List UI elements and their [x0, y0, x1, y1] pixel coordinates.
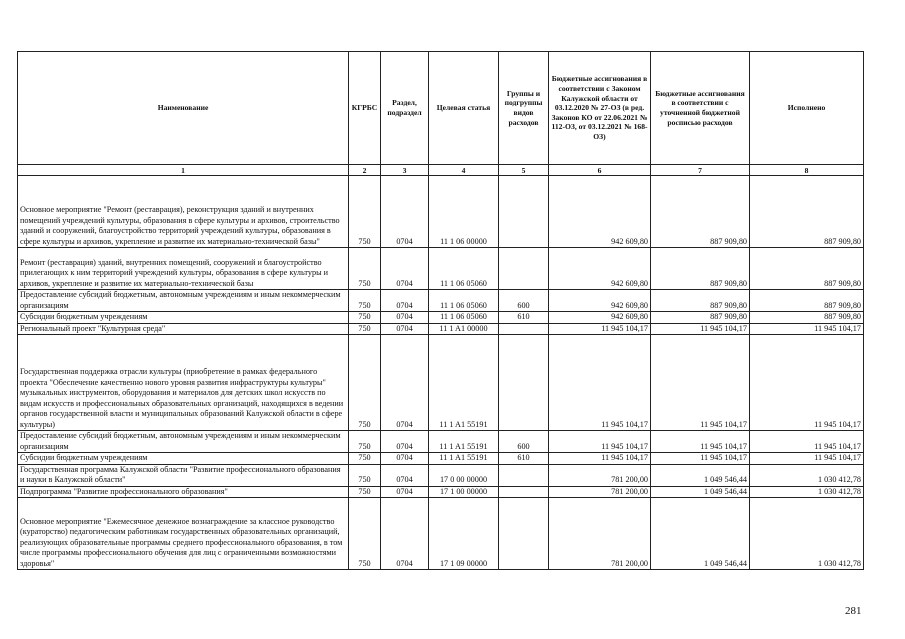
header-target: Целевая статья [429, 52, 499, 165]
column-number: 3 [381, 165, 429, 176]
row-section: 0704 [381, 176, 429, 248]
row-kgrbs: 750 [349, 498, 381, 570]
table-row [18, 290, 864, 312]
row-assign-list: 11 945 104,17 [651, 431, 750, 453]
row-group: 600 [499, 290, 549, 312]
row-section: 0704 [381, 464, 429, 486]
row-assign-law: 942 609,80 [549, 312, 651, 324]
row-assign-law: 11 945 104,17 [549, 335, 651, 431]
row-name: Подпрограмма "Развитие профессионального образования" [18, 486, 349, 498]
row-assign-list: 887 909,80 [651, 290, 750, 312]
row-target: 11 1 A1 00000 [429, 323, 499, 335]
row-executed: 887 909,80 [750, 176, 864, 248]
header-executed: Исполнено [750, 52, 864, 165]
row-kgrbs: 750 [349, 464, 381, 486]
column-number: 7 [651, 165, 750, 176]
column-number: 6 [549, 165, 651, 176]
row-target: 11 1 06 05060 [429, 248, 499, 290]
row-section: 0704 [381, 290, 429, 312]
row-kgrbs: 750 [349, 453, 381, 465]
row-assign-law: 11 945 104,17 [549, 453, 651, 465]
row-target: 11 1 06 05060 [429, 312, 499, 324]
row-kgrbs: 750 [349, 290, 381, 312]
row-executed: 11 945 104,17 [750, 453, 864, 465]
row-executed: 11 945 104,17 [750, 431, 864, 453]
table-row [18, 464, 864, 486]
header-row [18, 52, 864, 165]
budget-table [17, 51, 864, 570]
row-assign-list: 1 049 546,44 [651, 464, 750, 486]
table-row [18, 312, 864, 324]
row-name: Субсидии бюджетным учреждениям [18, 453, 349, 465]
column-number: 4 [429, 165, 499, 176]
row-target: 17 0 00 00000 [429, 464, 499, 486]
row-assign-law: 11 945 104,17 [549, 431, 651, 453]
row-kgrbs: 750 [349, 431, 381, 453]
row-executed: 887 909,80 [750, 312, 864, 324]
column-number: 2 [349, 165, 381, 176]
row-group [499, 176, 549, 248]
row-target: 11 1 A1 55191 [429, 453, 499, 465]
column-number: 8 [750, 165, 864, 176]
header-groups: Группы и подгруппы видов расходов [499, 52, 549, 165]
row-assign-law: 11 945 104,17 [549, 323, 651, 335]
row-kgrbs: 750 [349, 312, 381, 324]
table-row [18, 248, 864, 290]
row-group: 610 [499, 312, 549, 324]
row-executed: 887 909,80 [750, 290, 864, 312]
row-group [499, 498, 549, 570]
row-group [499, 486, 549, 498]
row-name: Государственная программа Калужской области "Развитие профессионального образования и науки в Калужской области" [18, 464, 349, 486]
row-assign-law: 781 200,00 [549, 464, 651, 486]
row-section: 0704 [381, 453, 429, 465]
header-section: Раздел, подраздел [381, 52, 429, 165]
row-executed: 11 945 104,17 [750, 323, 864, 335]
row-section: 0704 [381, 323, 429, 335]
row-section: 0704 [381, 312, 429, 324]
header-name: Наименование [18, 52, 349, 165]
table-row [18, 486, 864, 498]
row-assign-law: 942 609,80 [549, 248, 651, 290]
row-assign-list: 11 945 104,17 [651, 453, 750, 465]
row-kgrbs: 750 [349, 248, 381, 290]
row-assign-list: 1 049 546,44 [651, 486, 750, 498]
row-name: Субсидии бюджетным учреждениям [18, 312, 349, 324]
row-executed: 1 030 412,78 [750, 486, 864, 498]
row-name: Предоставление субсидий бюджетным, автономным учреждениям и иным некоммерческим организациям [18, 431, 349, 453]
row-assign-list: 11 945 104,17 [651, 335, 750, 431]
row-group [499, 335, 549, 431]
table-row [18, 335, 864, 431]
row-section: 0704 [381, 498, 429, 570]
column-number-row [18, 165, 864, 176]
row-kgrbs: 750 [349, 486, 381, 498]
table-row [18, 176, 864, 248]
page-number: 281 [845, 605, 862, 617]
header-assign-list: Бюджетные ассигнования в соответствии с уточненной бюджетной росписью расходов [651, 52, 750, 165]
row-assign-law: 781 200,00 [549, 498, 651, 570]
row-kgrbs: 750 [349, 323, 381, 335]
row-executed: 887 909,80 [750, 248, 864, 290]
row-target: 17 1 09 00000 [429, 498, 499, 570]
row-name: Ремонт (реставрация) зданий, внутренних помещений, сооружений и благоустройство прилегающих к ним территорий учреждений культуры, образования в сфере культуры и архивов, укрепление и развитие их материально-технической базы [18, 248, 349, 290]
row-target: 11 1 A1 55191 [429, 431, 499, 453]
row-section: 0704 [381, 248, 429, 290]
row-executed: 1 030 412,78 [750, 498, 864, 570]
row-assign-law: 781 200,00 [549, 486, 651, 498]
header-assign-law: Бюджетные ассигнования в соответствии с Законом Калужской области от 03.12.2020 № 27-ОЗ (в ред. Законов КО от 22.06.2021 № 112-ОЗ, от 03.12.2021 № 168-ОЗ) [549, 52, 651, 165]
row-name: Основное мероприятие "Ежемесячное денежное вознаграждение за классное руководство (кураторство) педагогическим работникам государственных образовательных организаций, реализующих образовательные программы среднего профессионального образования, в том числе программы профессионального обучения для лиц с ограниченными возможностями здоровья" [18, 498, 349, 570]
row-target: 11 1 06 05060 [429, 290, 499, 312]
row-executed: 11 945 104,17 [750, 335, 864, 431]
header-kgrbs: КГРБС [349, 52, 381, 165]
row-kgrbs: 750 [349, 176, 381, 248]
table-row [18, 453, 864, 465]
row-section: 0704 [381, 486, 429, 498]
row-section: 0704 [381, 431, 429, 453]
row-group: 600 [499, 431, 549, 453]
column-number: 5 [499, 165, 549, 176]
row-target: 11 1 06 00000 [429, 176, 499, 248]
row-target: 17 1 00 00000 [429, 486, 499, 498]
table-row [18, 431, 864, 453]
table-row [18, 323, 864, 335]
row-group [499, 323, 549, 335]
row-name: Государственная поддержка отрасли культуры (приобретение в рамках федерального проекта "Обеспечение качественно нового уровня развития инфраструктуры культуры" музыкальных инструментов, оборудования и материалов для детских школ искусств по видам искусств и профессиональных образовательных организаций, находящихся в ведении органов государственной власти и муниципальных образований Калужской области в сфере культуры) [18, 335, 349, 431]
row-assign-law: 942 609,80 [549, 176, 651, 248]
table-row [18, 498, 864, 570]
row-section: 0704 [381, 335, 429, 431]
row-assign-list: 887 909,80 [651, 312, 750, 324]
row-assign-list: 887 909,80 [651, 248, 750, 290]
row-assign-list: 11 945 104,17 [651, 323, 750, 335]
row-group [499, 248, 549, 290]
row-target: 11 1 A1 55191 [429, 335, 499, 431]
column-number: 1 [18, 165, 349, 176]
row-group: 610 [499, 453, 549, 465]
row-assign-law: 942 609,80 [549, 290, 651, 312]
row-group [499, 464, 549, 486]
row-kgrbs: 750 [349, 335, 381, 431]
row-assign-list: 1 049 546,44 [651, 498, 750, 570]
row-name: Основное мероприятие "Ремонт (реставрация), реконструкция зданий и внутренних помещений учреждений культуры, образования в сфере культуры и архивов, строительство зданий и сооружений, благоустройство территорий учреждений культуры, образования в сфере культуры и архивов, укрепление и развитие их материально-технической базы" [18, 176, 349, 248]
row-name: Региональный проект "Культурная среда" [18, 323, 349, 335]
row-executed: 1 030 412,78 [750, 464, 864, 486]
table-body [18, 165, 864, 570]
row-assign-list: 887 909,80 [651, 176, 750, 248]
row-name: Предоставление субсидий бюджетным, автономным учреждениям и иным некоммерческим организациям [18, 290, 349, 312]
